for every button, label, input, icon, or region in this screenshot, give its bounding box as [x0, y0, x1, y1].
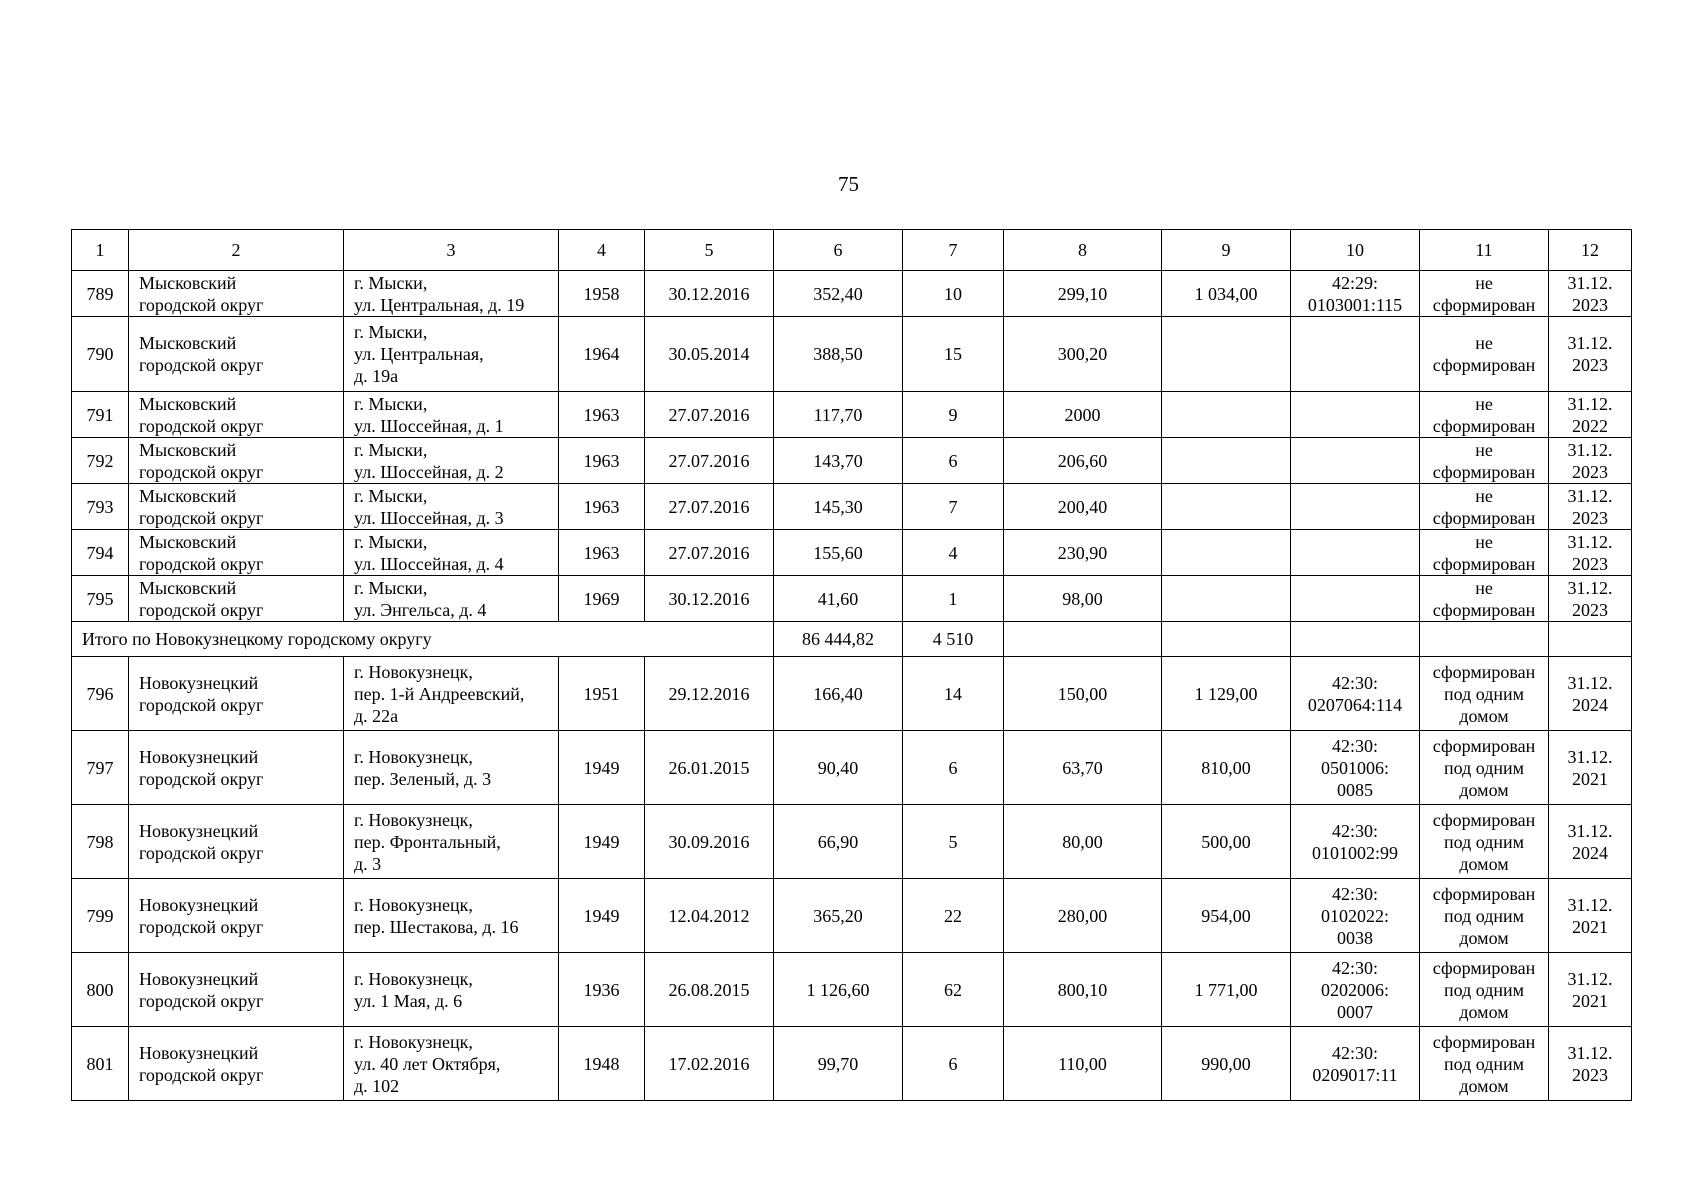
residents-cell: 5: [903, 805, 1004, 879]
district-cell: Новокузнецкий городской округ: [129, 731, 344, 805]
empty-cell: [1549, 622, 1632, 657]
column-9-cell: 990,00: [1162, 1027, 1291, 1101]
column-header: 11: [1420, 230, 1549, 271]
area-cell: 1 126,60: [774, 953, 903, 1027]
date-cell: 17.02.2016: [645, 1027, 774, 1101]
column-header: 3: [344, 230, 559, 271]
district-cell: Мысковский городской округ: [129, 317, 344, 392]
column-header: 7: [903, 230, 1004, 271]
column-number-row: [72, 230, 1632, 271]
column-9-cell: [1162, 484, 1291, 530]
cadastral-number-cell: [1291, 576, 1420, 622]
row-number: 796: [72, 657, 129, 731]
date-cell: 30.09.2016: [645, 805, 774, 879]
area-cell: 365,20: [774, 879, 903, 953]
column-8-cell: 150,00: [1004, 657, 1162, 731]
year-cell: 1949: [559, 879, 645, 953]
date-cell: 26.01.2015: [645, 731, 774, 805]
area-cell: 143,70: [774, 438, 903, 484]
area-cell: 145,30: [774, 484, 903, 530]
date-cell: 29.12.2016: [645, 657, 774, 731]
total-label: Итого по Новокузнецкому городскому округу: [72, 622, 774, 657]
date-cell: 12.04.2012: [645, 879, 774, 953]
year-cell: 1949: [559, 805, 645, 879]
deadline-cell: 31.12. 2023: [1549, 1027, 1632, 1101]
column-header: 2: [129, 230, 344, 271]
land-plot-status-cell: не сформирован: [1420, 530, 1549, 576]
residents-cell: 7: [903, 484, 1004, 530]
column-8-cell: 206,60: [1004, 438, 1162, 484]
district-cell: Новокузнецкий городской округ: [129, 879, 344, 953]
column-9-cell: [1162, 530, 1291, 576]
row-number: 797: [72, 731, 129, 805]
column-8-cell: 300,20: [1004, 317, 1162, 392]
row-number: 798: [72, 805, 129, 879]
table-row: [72, 1027, 1632, 1101]
address-cell: г. Мыски, ул. Центральная, д. 19: [344, 271, 559, 317]
address-cell: г. Мыски, ул. Шоссейная, д. 3: [344, 484, 559, 530]
table-body: [72, 230, 1632, 1101]
date-cell: 30.12.2016: [645, 576, 774, 622]
column-header: 5: [645, 230, 774, 271]
district-cell: Мысковский городской округ: [129, 530, 344, 576]
row-number: 792: [72, 438, 129, 484]
year-cell: 1958: [559, 271, 645, 317]
area-cell: 388,50: [774, 317, 903, 392]
area-cell: 155,60: [774, 530, 903, 576]
land-plot-status-cell: не сформирован: [1420, 317, 1549, 392]
row-number: 795: [72, 576, 129, 622]
cadastral-number-cell: 42:30: 0202006: 0007: [1291, 953, 1420, 1027]
deadline-cell: 31.12. 2023: [1549, 484, 1632, 530]
land-plot-status-cell: не сформирован: [1420, 271, 1549, 317]
column-8-cell: 800,10: [1004, 953, 1162, 1027]
cadastral-number-cell: 42:30: 0501006: 0085: [1291, 731, 1420, 805]
row-number: 789: [72, 271, 129, 317]
land-plot-status-cell: сформирован под одним домом: [1420, 1027, 1549, 1101]
cadastral-number-cell: [1291, 392, 1420, 438]
cadastral-number-cell: 42:30: 0207064:114: [1291, 657, 1420, 731]
cadastral-number-cell: 42:30: 0101002:99: [1291, 805, 1420, 879]
district-cell: Новокузнецкий городской округ: [129, 1027, 344, 1101]
residents-cell: 10: [903, 271, 1004, 317]
column-9-cell: 1 129,00: [1162, 657, 1291, 731]
district-cell: Мысковский городской округ: [129, 392, 344, 438]
residents-cell: 6: [903, 438, 1004, 484]
area-cell: 90,40: [774, 731, 903, 805]
table-row: [72, 271, 1632, 317]
cadastral-number-cell: 42:29: 0103001:115: [1291, 271, 1420, 317]
deadline-cell: 31.12. 2021: [1549, 953, 1632, 1027]
residents-cell: 4: [903, 530, 1004, 576]
column-header: 6: [774, 230, 903, 271]
column-header: 8: [1004, 230, 1162, 271]
residents-cell: 9: [903, 392, 1004, 438]
land-plot-status-cell: сформирован под одним домом: [1420, 953, 1549, 1027]
column-8-cell: 80,00: [1004, 805, 1162, 879]
land-plot-status-cell: сформирован под одним домом: [1420, 731, 1549, 805]
table-row: [72, 953, 1632, 1027]
cadastral-number-cell: 42:30: 0209017:11: [1291, 1027, 1420, 1101]
date-cell: 30.12.2016: [645, 271, 774, 317]
table-row: [72, 484, 1632, 530]
table-row: [72, 879, 1632, 953]
column-8-cell: 299,10: [1004, 271, 1162, 317]
deadline-cell: 31.12. 2021: [1549, 731, 1632, 805]
column-header: 9: [1162, 230, 1291, 271]
address-cell: г. Новокузнецк, пер. Зеленый, д. 3: [344, 731, 559, 805]
residents-cell: 14: [903, 657, 1004, 731]
cadastral-number-cell: [1291, 317, 1420, 392]
total-residents: 4 510: [903, 622, 1004, 657]
district-cell: Мысковский городской округ: [129, 438, 344, 484]
column-8-cell: 230,90: [1004, 530, 1162, 576]
district-cell: Мысковский городской округ: [129, 576, 344, 622]
deadline-cell: 31.12. 2023: [1549, 576, 1632, 622]
year-cell: 1963: [559, 392, 645, 438]
year-cell: 1963: [559, 530, 645, 576]
column-8-cell: 110,00: [1004, 1027, 1162, 1101]
land-plot-status-cell: не сформирован: [1420, 576, 1549, 622]
address-cell: г. Мыски, ул. Шоссейная, д. 4: [344, 530, 559, 576]
district-cell: Мысковский городской округ: [129, 484, 344, 530]
residents-cell: 22: [903, 879, 1004, 953]
row-number: 799: [72, 879, 129, 953]
year-cell: 1969: [559, 576, 645, 622]
date-cell: 26.08.2015: [645, 953, 774, 1027]
column-header: 1: [72, 230, 129, 271]
column-9-cell: [1162, 392, 1291, 438]
table-row: [72, 805, 1632, 879]
table-row: [72, 576, 1632, 622]
land-plot-status-cell: сформирован под одним домом: [1420, 805, 1549, 879]
table-row: [72, 317, 1632, 392]
area-cell: 99,70: [774, 1027, 903, 1101]
table-row: [72, 392, 1632, 438]
residents-cell: 6: [903, 731, 1004, 805]
address-cell: г. Новокузнецк, пер. Фронтальный, д. 3: [344, 805, 559, 879]
residents-cell: 62: [903, 953, 1004, 1027]
area-cell: 117,70: [774, 392, 903, 438]
residents-cell: 1: [903, 576, 1004, 622]
column-header: 4: [559, 230, 645, 271]
date-cell: 27.07.2016: [645, 484, 774, 530]
year-cell: 1963: [559, 484, 645, 530]
land-plot-status-cell: не сформирован: [1420, 392, 1549, 438]
district-cell: Новокузнецкий городской округ: [129, 657, 344, 731]
area-cell: 41,60: [774, 576, 903, 622]
empty-cell: [1004, 622, 1162, 657]
row-number: 801: [72, 1027, 129, 1101]
row-number: 800: [72, 953, 129, 1027]
table-row: [72, 530, 1632, 576]
date-cell: 30.05.2014: [645, 317, 774, 392]
deadline-cell: 31.12. 2023: [1549, 317, 1632, 392]
deadline-cell: 31.12. 2023: [1549, 438, 1632, 484]
district-cell: Новокузнецкий городской округ: [129, 953, 344, 1027]
year-cell: 1964: [559, 317, 645, 392]
row-number: 793: [72, 484, 129, 530]
residents-cell: 6: [903, 1027, 1004, 1101]
address-cell: г. Новокузнецк, ул. 1 Мая, д. 6: [344, 953, 559, 1027]
cadastral-number-cell: [1291, 438, 1420, 484]
column-8-cell: 280,00: [1004, 879, 1162, 953]
column-8-cell: 63,70: [1004, 731, 1162, 805]
column-8-cell: 200,40: [1004, 484, 1162, 530]
deadline-cell: 31.12. 2023: [1549, 530, 1632, 576]
address-cell: г. Новокузнецк, ул. 40 лет Октября, д. 102: [344, 1027, 559, 1101]
land-plot-status-cell: не сформирован: [1420, 484, 1549, 530]
table-row: [72, 438, 1632, 484]
row-number: 791: [72, 392, 129, 438]
column-header: 10: [1291, 230, 1420, 271]
column-9-cell: 500,00: [1162, 805, 1291, 879]
deadline-cell: 31.12. 2021: [1549, 879, 1632, 953]
cadastral-number-cell: [1291, 530, 1420, 576]
district-cell: Новокузнецкий городской округ: [129, 805, 344, 879]
address-cell: г. Мыски, ул. Шоссейная, д. 2: [344, 438, 559, 484]
deadline-cell: 31.12. 2022: [1549, 392, 1632, 438]
total-row: [72, 622, 1632, 657]
column-9-cell: 1 034,00: [1162, 271, 1291, 317]
column-8-cell: 2000: [1004, 392, 1162, 438]
column-9-cell: 1 771,00: [1162, 953, 1291, 1027]
total-area: 86 444,82: [774, 622, 903, 657]
date-cell: 27.07.2016: [645, 392, 774, 438]
area-cell: 66,90: [774, 805, 903, 879]
column-9-cell: 954,00: [1162, 879, 1291, 953]
page-number: 75: [838, 172, 859, 196]
housing-register-table: [71, 229, 1632, 1101]
year-cell: 1963: [559, 438, 645, 484]
address-cell: г. Мыски, ул. Энгельса, д. 4: [344, 576, 559, 622]
year-cell: 1948: [559, 1027, 645, 1101]
column-9-cell: [1162, 317, 1291, 392]
table-row: [72, 731, 1632, 805]
empty-cell: [1291, 622, 1420, 657]
row-number: 794: [72, 530, 129, 576]
address-cell: г. Мыски, ул. Шоссейная, д. 1: [344, 392, 559, 438]
column-9-cell: [1162, 576, 1291, 622]
date-cell: 27.07.2016: [645, 438, 774, 484]
area-cell: 166,40: [774, 657, 903, 731]
cadastral-number-cell: [1291, 484, 1420, 530]
area-cell: 352,40: [774, 271, 903, 317]
residents-cell: 15: [903, 317, 1004, 392]
empty-cell: [1420, 622, 1549, 657]
deadline-cell: 31.12. 2024: [1549, 657, 1632, 731]
column-8-cell: 98,00: [1004, 576, 1162, 622]
land-plot-status-cell: сформирован под одним домом: [1420, 879, 1549, 953]
column-9-cell: [1162, 438, 1291, 484]
land-plot-status-cell: не сформирован: [1420, 438, 1549, 484]
address-cell: г. Новокузнецк, пер. Шестакова, д. 16: [344, 879, 559, 953]
address-cell: г. Мыски, ул. Центральная, д. 19а: [344, 317, 559, 392]
land-plot-status-cell: сформирован под одним домом: [1420, 657, 1549, 731]
column-9-cell: 810,00: [1162, 731, 1291, 805]
district-cell: Мысковский городской округ: [129, 271, 344, 317]
address-cell: г. Новокузнецк, пер. 1-й Андреевский, д. 22а: [344, 657, 559, 731]
date-cell: 27.07.2016: [645, 530, 774, 576]
year-cell: 1936: [559, 953, 645, 1027]
row-number: 790: [72, 317, 129, 392]
column-header: 12: [1549, 230, 1632, 271]
empty-cell: [1162, 622, 1291, 657]
table-row: [72, 657, 1632, 731]
year-cell: 1951: [559, 657, 645, 731]
deadline-cell: 31.12. 2024: [1549, 805, 1632, 879]
year-cell: 1949: [559, 731, 645, 805]
cadastral-number-cell: 42:30: 0102022: 0038: [1291, 879, 1420, 953]
deadline-cell: 31.12. 2023: [1549, 271, 1632, 317]
